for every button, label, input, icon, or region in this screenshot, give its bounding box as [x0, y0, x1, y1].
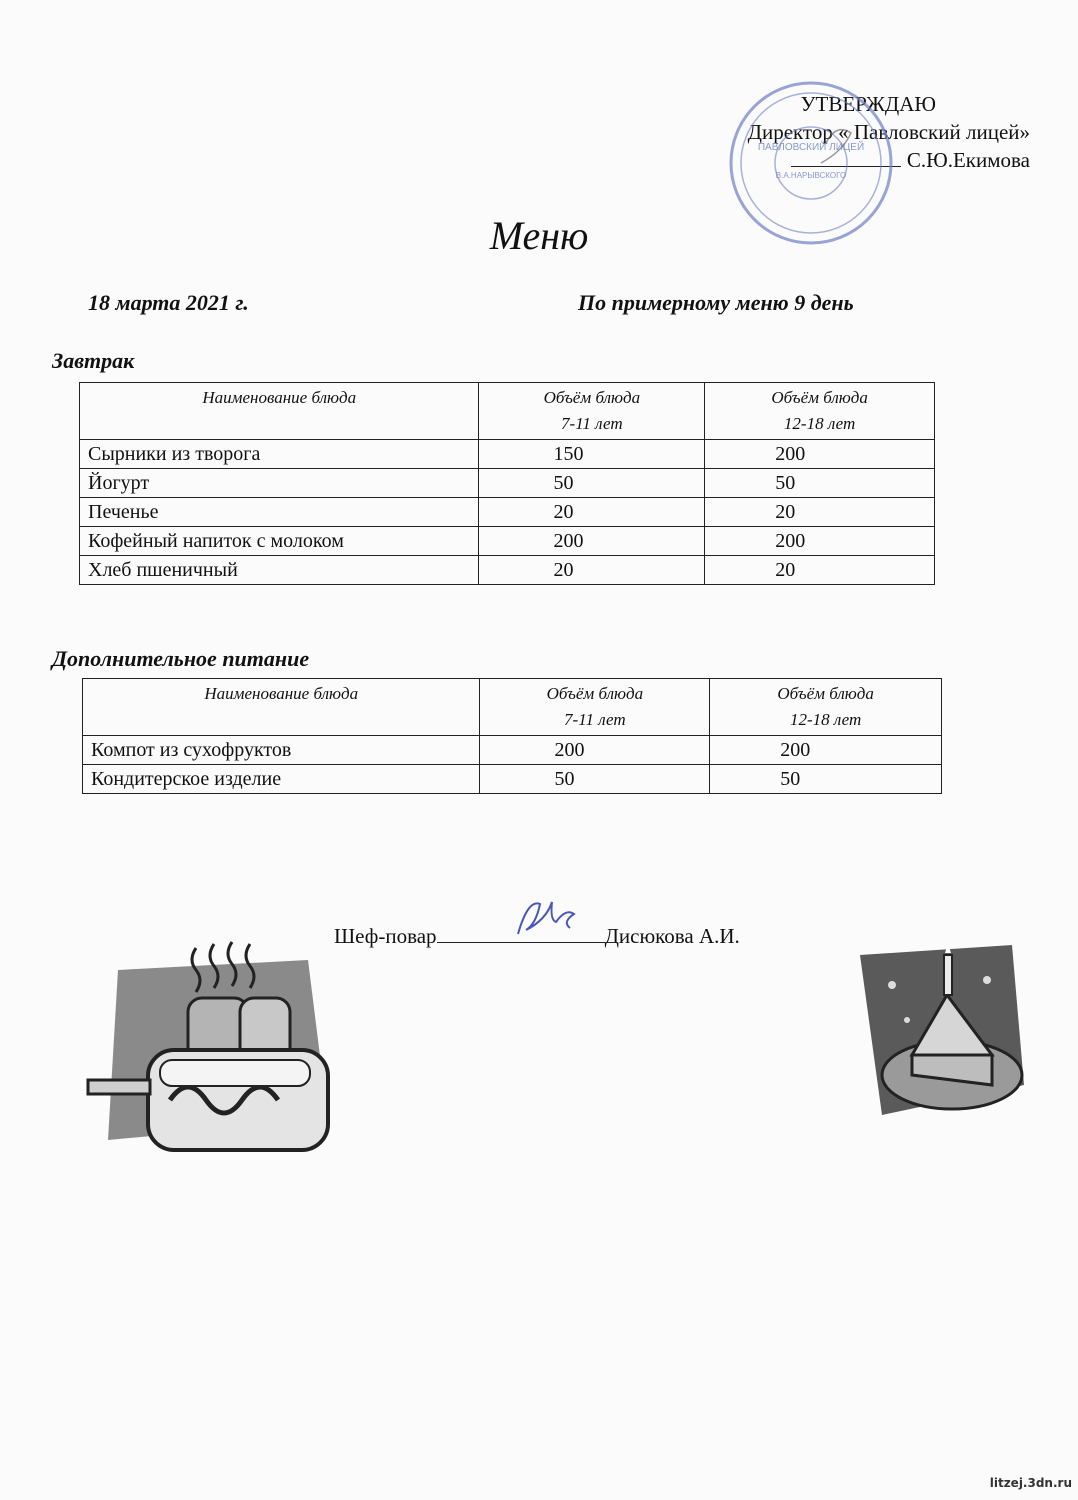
chef-label: Шеф-повар — [334, 924, 437, 948]
volume-12-18: 200 — [705, 527, 935, 556]
header-dish-name: Наименование блюда — [83, 679, 480, 736]
volume-12-18: 200 — [710, 736, 942, 765]
cake-icon — [852, 935, 1032, 1125]
header-volume-7-11 — [480, 679, 710, 736]
volume-12-18: 50 — [710, 765, 942, 794]
header-volume-label: Объём блюда — [543, 388, 641, 407]
table-row — [80, 556, 935, 585]
breakfast-table — [79, 382, 935, 585]
stamp-name-text: В.А.НАРЫВСКОГО — [775, 171, 847, 180]
volume-12-18: 200 — [705, 440, 935, 469]
toaster-icon — [78, 940, 348, 1165]
approve-title: УТВЕРЖДАЮ — [800, 92, 936, 116]
volume-7-11: 200 — [479, 527, 705, 556]
header-volume-label: Объём блюда — [546, 684, 644, 703]
header-volume-label: Объём блюда — [777, 684, 874, 703]
chef-signature-icon — [510, 894, 580, 944]
menu-date: 18 марта 2021 г. — [88, 290, 249, 315]
approve-name: С.Ю.Екимова — [906, 148, 1030, 172]
table-header-row — [80, 383, 935, 440]
table-row — [83, 765, 942, 794]
table-header-row — [83, 679, 942, 736]
header-volume-label: Объём блюда — [771, 388, 868, 407]
dish-name: Компот из сухофруктов — [83, 736, 480, 765]
approve-position: Директор « Павловский лицей» — [747, 120, 1030, 144]
dish-name: Хлеб пшеничный — [80, 556, 479, 585]
volume-7-11: 200 — [480, 736, 710, 765]
header-volume-7-11 — [479, 383, 705, 440]
chef-name: Дисюкова А.И. — [604, 924, 740, 948]
volume-12-18: 20 — [705, 498, 935, 527]
dish-name: Кофейный напиток с молоком — [80, 527, 479, 556]
header-age-label: 7-11 лет — [564, 710, 626, 729]
header-age-label: 12-18 лет — [789, 710, 862, 729]
header-volume-12-18 — [705, 383, 935, 440]
header-dish-name: Наименование блюда — [80, 383, 479, 440]
menu-reference: По примерному меню 9 день — [578, 290, 854, 315]
page-title: Меню — [489, 213, 589, 258]
dish-name: Сырники из творога — [80, 440, 479, 469]
volume-7-11: 150 — [479, 440, 705, 469]
volume-7-11: 20 — [479, 556, 705, 585]
header-volume-12-18 — [710, 679, 942, 736]
volume-7-11: 50 — [480, 765, 710, 794]
table-row — [80, 469, 935, 498]
stamp-text: ПАВЛОВСКИЙ ЛИЦЕЙ — [757, 142, 865, 153]
table-row — [80, 527, 935, 556]
dish-name: Печенье — [80, 498, 479, 527]
dish-name: Йогурт — [80, 469, 479, 498]
header-age-label: 12-18 лет — [783, 414, 856, 433]
header-age-label: 7-11 лет — [561, 414, 623, 433]
volume-12-18: 50 — [705, 469, 935, 498]
table-row — [83, 736, 942, 765]
volume-7-11: 50 — [479, 469, 705, 498]
breakfast-section-title: Завтрак — [52, 348, 135, 373]
volume-7-11: 20 — [479, 498, 705, 527]
dish-name: Кондитерское изделие — [83, 765, 480, 794]
volume-12-18: 20 — [705, 556, 935, 585]
table-row — [80, 498, 935, 527]
table-row — [80, 440, 935, 469]
extra-section-title: Дополнительное питание — [52, 646, 310, 671]
site-watermark: litzej.3dn.ru — [989, 1476, 1072, 1490]
extra-table — [82, 678, 942, 794]
